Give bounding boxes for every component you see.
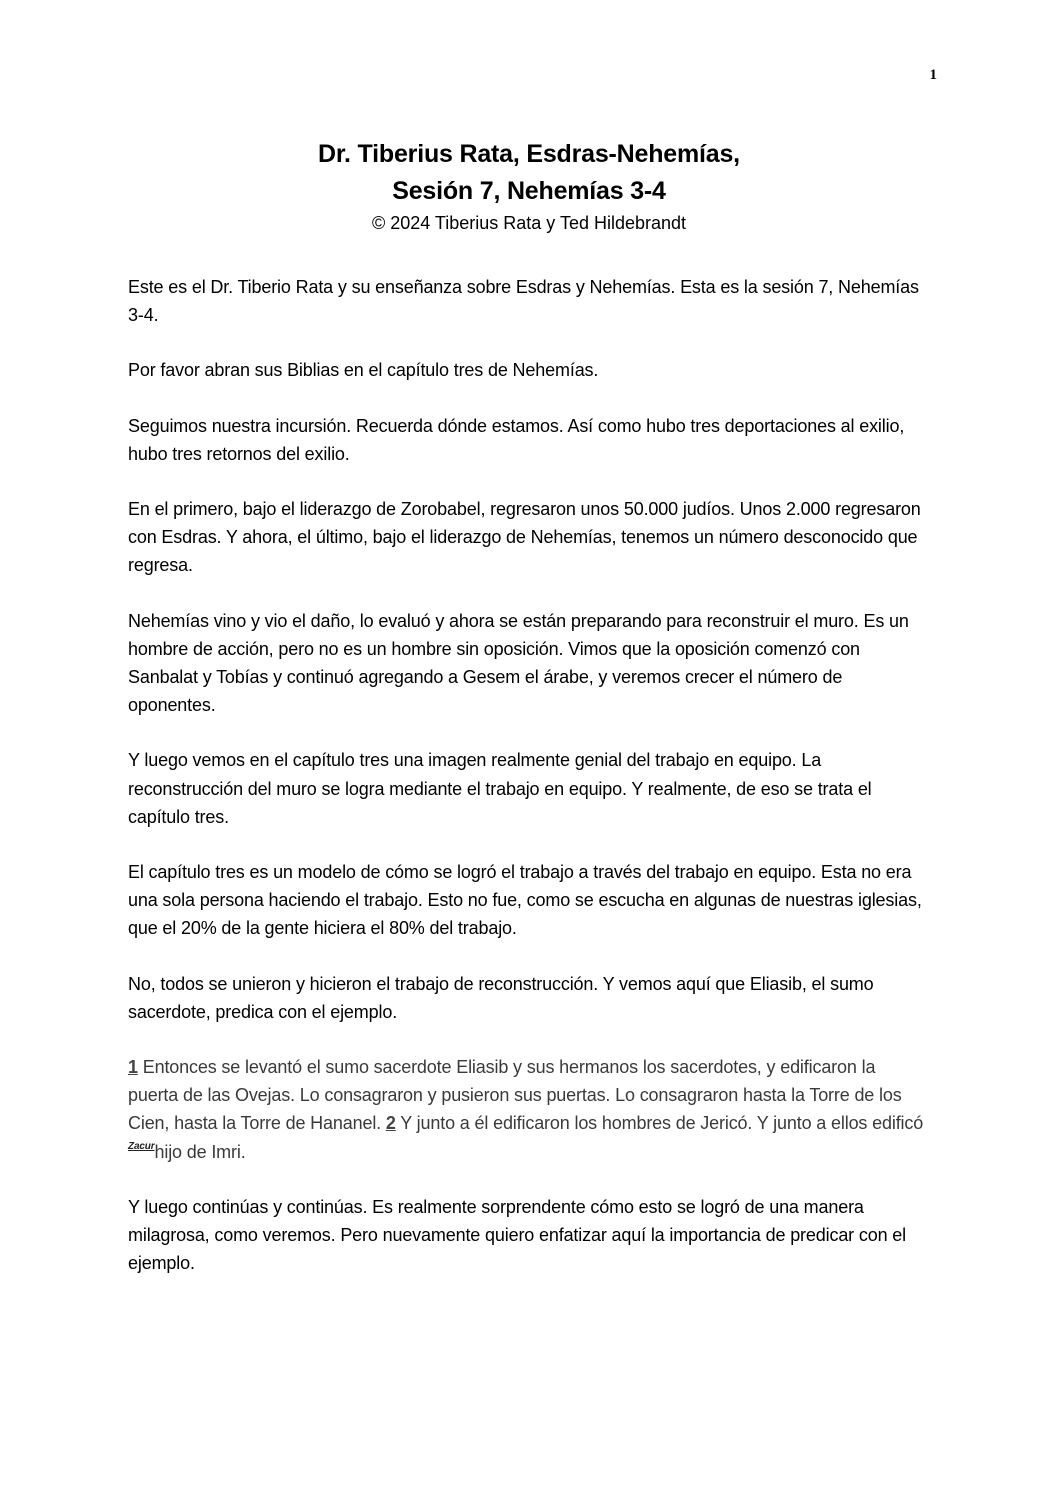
- paragraph-numbers: En el primero, bajo el liderazgo de Zorobabel, regresaron unos 50.000 judíos. Unos 2.000 regresaron con Esdras. Y ahora, el último, bajo el liderazgo de Nehemías, tenemos un número desconocido que regresa.: [128, 499, 921, 576]
- verse-number-link[interactable]: 2: [385, 1113, 396, 1134]
- copyright-notice: © 2024 Tiberius Rata y Ted Hildebrandt: [371, 213, 687, 233]
- document-title-line-1: Dr. Tiberius Rata, Esdras-Nehemías,: [318, 140, 740, 168]
- paragraph-returns: Seguimos nuestra incursión. Recuerda dónde estamos. Así como hubo tres deportaciones al exilio, hubo tres retornos del exilio.: [128, 415, 905, 464]
- document-title-line-2: Sesión 7, Nehemías 3-4: [392, 177, 666, 205]
- document-body: [128, 273, 928, 1304]
- paragraph-opposition: Nehemías vino y vio el daño, lo evaluó y ahora se están preparando para reconstruir el muro. Es un hombre de acción, pero no es un hombre sin oposición. Vimos que la oposición comenzó con Sanbalat y Tobías y continuó agregando a Gesem el árabe, y veremos crecer el número de oponentes.: [128, 610, 909, 716]
- paragraph-eliasib: No, todos se unieron y hicieron el trabajo de reconstrucción. Y vemos aquí que Eliasib, el sumo sacerdote, predica con el ejemplo.: [128, 973, 874, 1022]
- footnote-reference[interactable]: Zacur: [128, 1140, 155, 1152]
- verse-text: hijo de Imri.: [154, 1141, 246, 1162]
- paragraph-open-bibles: Por favor abran sus Biblias en el capítulo tres de Nehemías.: [128, 360, 599, 381]
- page-number: 1: [929, 67, 937, 83]
- verse-text: Y junto a él edificaron los hombres de Jericó. Y junto a ellos edificó: [395, 1113, 924, 1134]
- verse-text: Entonces se levantó el sumo sacerdote Eliasib y sus hermanos los sacerdotes, y edificaron la puerta de las Ovejas. Lo consagraron y pusieron sus puertas. Lo consagraron hasta la Torre de los Cien, hasta la Torre de Hananel.: [128, 1057, 902, 1134]
- paragraph-intro: Este es el Dr. Tiberio Rata y su enseñanza sobre Esdras y Nehemías. Esta es la sesión 7, Nehemías 3-4.: [128, 277, 919, 326]
- verse-number-link[interactable]: 1: [128, 1057, 138, 1078]
- paragraph-teamwork: Y luego vemos en el capítulo tres una imagen realmente genial del trabajo en equipo. La reconstrucción del muro se logra mediante el trabajo en equipo. Y realmente, de eso se trata el capítulo tres.: [128, 750, 872, 827]
- scripture-quote: [128, 1053, 928, 1166]
- paragraph-model: El capítulo tres es un modelo de cómo se logró el trabajo a través del trabajo en equipo. Esta no era una sola persona haciendo el trabajo. Esto no fue, como se escucha en algunas de nuestras iglesias, que el 20% de la gente hiciera el 80% del trabajo.: [128, 862, 922, 939]
- paragraph-closing: Y luego continúas y continúas. Es realmente sorprendente cómo esto se logró de una manera milagrosa, como veremos. Pero nuevamente quiero enfatizar aquí la importancia de predicar con el ejemplo.: [128, 1196, 907, 1274]
- document-header: [0, 136, 1058, 237]
